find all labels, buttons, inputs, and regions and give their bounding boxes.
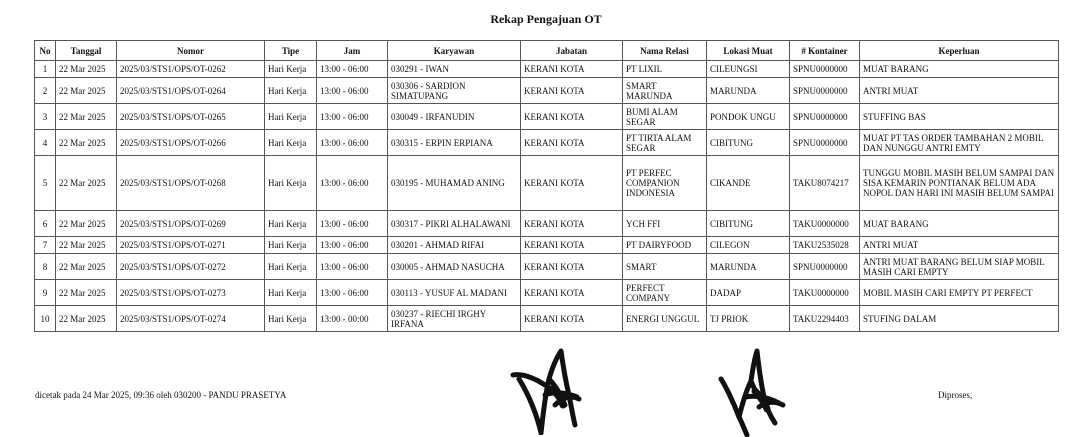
cell-nama-relasi: PT TIRTA ALAM SEGAR [623,130,707,156]
cell-jabatan: KERANI KOTA [521,211,623,237]
cell-keperluan: STUFING DALAM [860,306,1059,332]
cell-tipe: Hari Kerja [265,280,317,306]
cell-lokasi-muat: CILEUNGSI [707,61,790,78]
cell-jam: 13:00 - 06:00 [317,104,388,130]
cell-tipe: Hari Kerja [265,237,317,254]
cell-keperluan: ANTRI MUAT [860,78,1059,104]
cell-lokasi-muat: MARUNDA [707,78,790,104]
column-header-tanggal: Tanggal [56,41,117,61]
cell-tanggal: 22 Mar 2025 [56,237,117,254]
cell-nomor: 2025/03/STS1/OPS/OT-0274 [117,306,265,332]
cell-tanggal: 22 Mar 2025 [56,156,117,211]
cell-tanggal: 22 Mar 2025 [56,254,117,280]
cell-nomor: 2025/03/STS1/OPS/OT-0271 [117,237,265,254]
ot-request-table [34,40,1059,332]
cell-no: 8 [35,254,56,280]
signature-mark-left [505,345,595,435]
report-title: Rekap Pengajuan OT [490,12,602,26]
cell-tanggal: 22 Mar 2025 [56,61,117,78]
column-header-lokasi-muat: Lokasi Muat [707,41,790,61]
table-row [35,61,1059,78]
cell-kontainer: TAKU8074217 [790,156,860,211]
cell-jam: 13:00 - 06:00 [317,130,388,156]
cell-jabatan: KERANI KOTA [521,130,623,156]
cell-jabatan: KERANI KOTA [521,61,623,78]
cell-nomor: 2025/03/STS1/OPS/OT-0272 [117,254,265,280]
cell-karyawan: 030315 - ERPIN ERPIANA [388,130,521,156]
cell-tanggal: 22 Mar 2025 [56,130,117,156]
cell-lokasi-muat: CIKANDE [707,156,790,211]
column-header-nomor: Nomor [117,41,265,61]
cell-tanggal: 22 Mar 2025 [56,104,117,130]
cell-nama-relasi: ENERGI UNGGUL [623,306,707,332]
cell-no: 6 [35,211,56,237]
cell-lokasi-muat: PONDOK UNGU [707,104,790,130]
cell-tipe: Hari Kerja [265,130,317,156]
cell-kontainer: TAKU0000000 [790,280,860,306]
cell-tanggal: 22 Mar 2025 [56,211,117,237]
cell-no: 1 [35,61,56,78]
cell-tipe: Hari Kerja [265,211,317,237]
cell-tipe: Hari Kerja [265,61,317,78]
cell-nama-relasi: YCH FFI [623,211,707,237]
cell-no: 2 [35,78,56,104]
cell-karyawan: 030195 - MUHAMAD ANING [388,156,521,211]
cell-nomor: 2025/03/STS1/OPS/OT-0265 [117,104,265,130]
cell-jabatan: KERANI KOTA [521,237,623,254]
column-header-jabatan: Jabatan [521,41,623,61]
cell-jabatan: KERANI KOTA [521,104,623,130]
cell-no: 3 [35,104,56,130]
cell-nomor: 2025/03/STS1/OPS/OT-0269 [117,211,265,237]
cell-lokasi-muat: MARUNDA [707,254,790,280]
column-header-no: No [35,41,56,61]
table-body [35,61,1059,332]
cell-jabatan: KERANI KOTA [521,280,623,306]
cell-keperluan: STUFFING BAS [860,104,1059,130]
table-row [35,237,1059,254]
cell-nama-relasi: BUMI ALAM SEGAR [623,104,707,130]
table-row [35,104,1059,130]
cell-karyawan: 030306 - SARDION SIMATUPANG [388,78,521,104]
signature-mark-right [715,345,795,437]
cell-karyawan: 030005 - AHMAD NASUCHA [388,254,521,280]
cell-jam: 13:00 - 06:00 [317,78,388,104]
cell-no: 5 [35,156,56,211]
cell-kontainer: TAKU0000000 [790,211,860,237]
column-header-kontainer: # Kontainer [790,41,860,61]
cell-keperluan: MUAT PT TAS ORDER TAMBAHAN 2 MOBIL DAN NUNGGU ANTRI EMTY [860,130,1059,156]
table-row [35,156,1059,211]
cell-jam: 13:00 - 06:00 [317,254,388,280]
cell-karyawan: 030237 - RIECHI IRGHY IRFANA [388,306,521,332]
cell-no: 7 [35,237,56,254]
cell-nama-relasi: PT DAIRYFOOD [623,237,707,254]
cell-no: 4 [35,130,56,156]
cell-kontainer: TAKU2535028 [790,237,860,254]
cell-jam: 13:00 - 06:00 [317,156,388,211]
cell-tipe: Hari Kerja [265,78,317,104]
cell-kontainer: TAKU2294403 [790,306,860,332]
cell-nomor: 2025/03/STS1/OPS/OT-0273 [117,280,265,306]
cell-keperluan: MUAT BARANG [860,61,1059,78]
column-header-nama-relasi: Nama Relasi [623,41,707,61]
cell-jabatan: KERANI KOTA [521,254,623,280]
cell-nomor: 2025/03/STS1/OPS/OT-0268 [117,156,265,211]
cell-tanggal: 22 Mar 2025 [56,306,117,332]
cell-lokasi-muat: TJ PRIOK [707,306,790,332]
cell-keperluan: ANTRI MUAT BARANG BELUM SIAP MOBIL MASIH CARI EMPTY [860,254,1059,280]
cell-no: 9 [35,280,56,306]
cell-kontainer: SPNU0000000 [790,104,860,130]
cell-kontainer: SPNU0000000 [790,78,860,104]
table-header-row [35,41,1059,61]
cell-keperluan: MUAT BARANG [860,211,1059,237]
cell-karyawan: 030317 - PIKRI ALHALAWANI [388,211,521,237]
cell-kontainer: SPNU0000000 [790,254,860,280]
cell-jabatan: KERANI KOTA [521,306,623,332]
cell-no: 10 [35,306,56,332]
table-row [35,78,1059,104]
cell-nama-relasi: SMART MARUNDA [623,78,707,104]
cell-nama-relasi: PT LIXIL [623,61,707,78]
table-row [35,254,1059,280]
cell-jam: 13:00 - 06:00 [317,61,388,78]
cell-karyawan: 030113 - YUSUF AL MADANI [388,280,521,306]
cell-nomor: 2025/03/STS1/OPS/OT-0264 [117,78,265,104]
cell-tipe: Hari Kerja [265,254,317,280]
cell-keperluan: TUNGGU MOBIL MASIH BELUM SAMPAI DAN SISA KEMARIN PONTIANAK BELUM ADA NOPOL DAN HARI INI MASIH BELUM SAMPAI [860,156,1059,211]
column-header-jam: Jam [317,41,388,61]
status-label: Diproses, [938,390,973,400]
cell-nomor: 2025/03/STS1/OPS/OT-0266 [117,130,265,156]
cell-keperluan: MOBIL MASIH CARI EMPTY PT PERFECT [860,280,1059,306]
cell-lokasi-muat: CILEGON [707,237,790,254]
cell-kontainer: SPNU0000000 [790,61,860,78]
table-row [35,211,1059,237]
cell-jabatan: KERANI KOTA [521,78,623,104]
cell-lokasi-muat: CIBITUNG [707,211,790,237]
column-header-tipe: Tipe [265,41,317,61]
cell-tipe: Hari Kerja [265,306,317,332]
cell-karyawan: 030291 - IWAN [388,61,521,78]
cell-nama-relasi: PT PERFEC COMPANION INDONESIA [623,156,707,211]
cell-tipe: Hari Kerja [265,156,317,211]
table-row [35,280,1059,306]
cell-lokasi-muat: DADAP [707,280,790,306]
cell-jam: 13:00 - 06:00 [317,280,388,306]
cell-lokasi-muat: CIBITUNG [707,130,790,156]
column-header-karyawan: Karyawan [388,41,521,61]
cell-jam: 13:00 - 00:00 [317,306,388,332]
cell-tanggal: 22 Mar 2025 [56,78,117,104]
column-header-keperluan: Keperluan [860,41,1059,61]
cell-tipe: Hari Kerja [265,104,317,130]
cell-nama-relasi: PERFECT COMPANY [623,280,707,306]
cell-keperluan: ANTRI MUAT [860,237,1059,254]
cell-karyawan: 030201 - AHMAD RIFAI [388,237,521,254]
table-row [35,306,1059,332]
cell-tanggal: 22 Mar 2025 [56,280,117,306]
cell-nomor: 2025/03/STS1/OPS/OT-0262 [117,61,265,78]
cell-karyawan: 030049 - IRFANUDIN [388,104,521,130]
cell-jabatan: KERANI KOTA [521,156,623,211]
cell-kontainer: SPNU0000000 [790,130,860,156]
print-info: dicetak pada 24 Mar 2025, 09:36 oleh 030200 - PANDU PRASETYA [35,390,287,400]
cell-jam: 13:00 - 06:00 [317,211,388,237]
table-row [35,130,1059,156]
cell-jam: 13:00 - 06:00 [317,237,388,254]
cell-nama-relasi: SMART [623,254,707,280]
